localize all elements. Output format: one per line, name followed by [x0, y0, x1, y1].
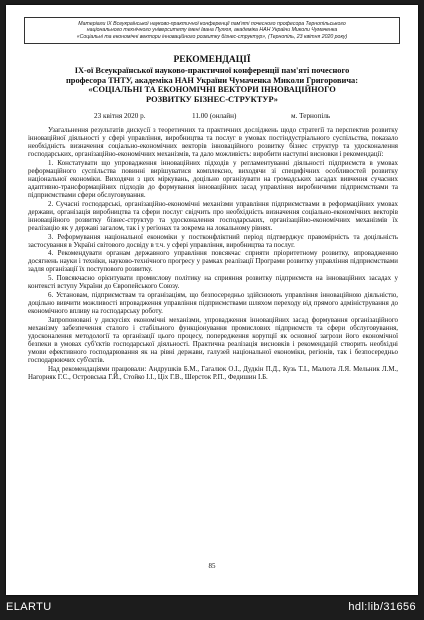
repository-label: ELARTU — [6, 601, 52, 613]
body-paragraph: Запропоновані у дискусіях економічні механізми, упровадження інноваційних засад формування організаційного механізму забезпечення сталого і стабільного функціонування промислових підприємств та сфери обслуговування, удосконалення методології та організації цього процесу, попередження корупції як основної загрози його економічної безпеки в умовах суб'єктів господарської діяльності. Практична реалізація висновків і рекомендацій створить необхідні умови ефективного господарювання як на рівні держави, галузей національної економіки, регіонів, так і безпосередньо господарюючих суб'єктів. — [28, 315, 398, 364]
subtitle-line: IX-ої Всеукраїнської науково-практичної конференції пам'яті почесного — [74, 66, 350, 75]
body-paragraph: 3. Реформування національної економіки у постконфліктний період підтверджує правомірність та доцільність застосування в Україні світового досвіду в т.ч. у сфері управління, виробництва та послуг. — [28, 232, 398, 249]
subtitle-line: професора ТНТУ, академіка НАН України Чумаченка Миколи Григоровича: — [65, 75, 359, 85]
conference-time: 11.00 (онлайн) — [192, 112, 237, 120]
document-body — [28, 126, 398, 381]
conference-header — [24, 17, 400, 44]
conference-date: 23 квітня 2020 р. — [94, 112, 146, 120]
subtitle-line: РОЗВИТКУ БІЗНЕС-СТРУКТУР» — [146, 94, 278, 104]
body-paragraph: 6. Установам, підприємствам та організаціям, що безпосередньо здійснюють управління інноваційною діяльністю, доцільно вивчити можливості впровадження управління підприємствами шляхом переходу від прямого адміністрування до економічного впливу на господарську роботу. — [28, 290, 398, 315]
header-line: Матеріали IX Всеукраїнської науково-практичної конференції пам'яті почесного професора Тернопільського — [78, 21, 346, 27]
body-paragraph: Узагальнення результатів дискусії з теоретичних та практичних досліджень щодо стратегії та перспектив розвитку інноваційної діяльності у сфері управління, виробництва та послуг в умовах постіндустріального суспільства, показало необхідність визначення соціально-економічних векторів інноваційного розвитку бізнес структур та удосконалення господарських, організаційно-економічних механізмів, та дало можливість: виробити наступні висновки і рекомендації: — [28, 126, 398, 159]
body-paragraph: 5. Повсякчасно орієнтувати промислову політику на сприяння розвитку підприємств на інноваційних засадах у контексті вступу України до Європейського Союзу. — [28, 274, 398, 291]
body-paragraph: 1. Констатувати що упровадження інноваційних підходів у регламентуванні діяльності підприємств в умовах реформаційного суспільства повинні вирішуватися комплексно, виходячи зі специфічних особливостей розвитку національної економіки. Виходячи з цих міркувань, доцільно організувати на громадських засадах вивчення сучасних адаптивно-трансформаційних підходів до формування інноваційних засад управління виробничими підприємствами та підприємствами сфери обслуговування. — [28, 158, 398, 200]
body-paragraph: 2. Сучасні господарські, організаційно-економічні механізми управління підприємствами в реформаційних умовах держави, організація виробництва та сфери послуг свідчить про необхідність визначення соціально-економічних векторів інноваційного розвитку бізнес-структур та удосконалення господарських, організаційно-економічних механізмів їх реалізацію як у державі загалом, так і у регіонах та зокрема на локальному рівнях. — [28, 199, 398, 232]
body-paragraph: Над рекомендаціями працювали: Андрушків Б.М., Гагалюк О.І., Дудкін П.Д., Кузь Т.І., Малюта Л.Я. Мельник Л.М., Нагорняк Г.С., Островська Г.Й., Стойко І.І., Ціх Г.В., Шерсток Р.П., Федишин І.Б. — [28, 364, 398, 381]
handle-label: hdl:lib/31656 — [348, 601, 416, 613]
document-page — [6, 5, 418, 595]
body-paragraph: 4. Рекомендувати органам державного управління повсякчас сприяти пріоритетному розвитку, впровадженню досягнень науки і техніки, науково-технічного прогресу у рамках реалізації Програми розвитку управління підприємствами задля організації їх поступового розвитку. — [28, 249, 398, 274]
document-title: РЕКОМЕНДАЦІЇ — [173, 55, 251, 65]
conference-meta — [6, 112, 418, 122]
subtitle-line: «СОЦІАЛЬНІ ТА ЕКОНОМІЧНІ ВЕКТОРИ ІННОВАЦІЙНОГО — [88, 85, 336, 95]
document-subtitle — [26, 66, 398, 104]
page-number: 85 — [208, 562, 216, 570]
conference-place: м. Тернопіль — [291, 112, 331, 120]
header-line: «Соціальні та економічні вектори інноваційного розвитку бізнес-структур», (Тернопіль, 23 квітня 2020 року) — [76, 33, 348, 40]
header-line: національного технічного університету імені Івана Пулюя, академіка НАН України Миколи Чумаченка — [86, 27, 338, 34]
